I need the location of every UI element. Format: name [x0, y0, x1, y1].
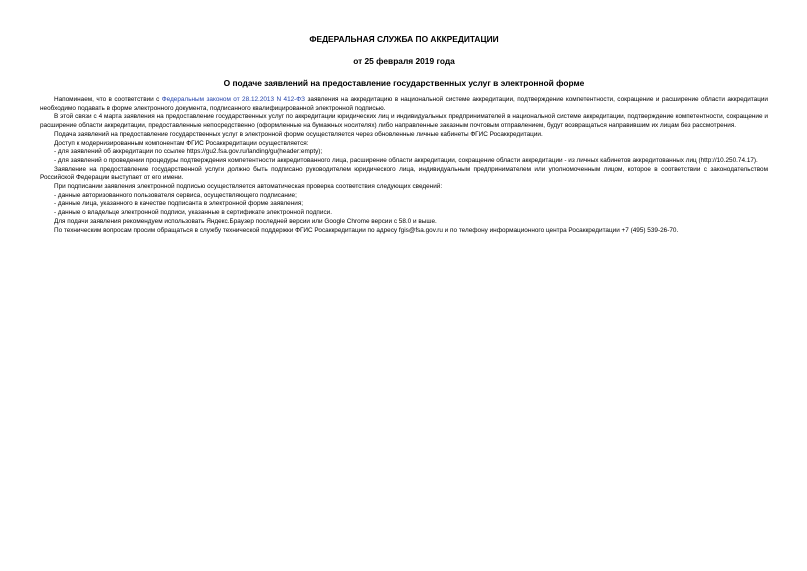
document-page [40, 34, 768, 235]
list-item: - для заявлений об аккредитации по ссылке https://gu2.fsa.gov.ru/landing/gu(header:empty); [54, 148, 323, 156]
list-item: - для заявлений о проведении процедуры подтверждения компетентности аккредитованного лица, расширение области аккредитации, сокращение области аккредитации - из личных кабинетов аккредитованных лиц (http://10.250.74.17). [54, 156, 758, 164]
agency-heading: ФЕДЕРАЛЬНАЯ СЛУЖБА ПО АККРЕДИТАЦИИ [309, 34, 499, 44]
document-title: О подаче заявлений на предоставление государственных услуг в электронной форме [223, 78, 585, 88]
list-item: - данные авторизованного пользователя сервиса, осуществляющего подписание; [54, 191, 297, 199]
list-item: - данные о владельце электронной подписи, указанные в сертификате электронной подписи. [54, 209, 333, 217]
paragraph: Заявление на предоставление государственной услуги должно быть подписано руководителем юридического лица, индивидуальным предпринимателем или уполномоченным лицом, которое в соответствии с законодательством Российской Федерации выступает от его имени. [40, 165, 768, 182]
paragraph: Для подачи заявления рекомендуем использовать Яндекс.Браузер последней версии или Google Chrome версии с 58.0 и выше. [54, 217, 437, 225]
document-date: от 25 февраля 2019 года [353, 56, 455, 66]
document-body [40, 96, 768, 235]
paragraph-law-reference [40, 96, 768, 113]
paragraph-text: Напоминаем, что в соответствии с [54, 96, 162, 103]
paragraph: Подача заявлений на предоставление государственных услуг в электронной форме осуществляется через обновленные личные кабинеты ФГИС Росаккредитации. [54, 130, 543, 138]
paragraph: По техническим вопросам просим обращаться в службу технической поддержки ФГИС Росаккредитации по адресу fgis@fsa.gov.ru и по телефону информационного центра Росаккредитации +7 (495) 539-26-70. [54, 226, 679, 234]
law-link[interactable]: Федеральным законом от 28.12.2013 N 412-ФЗ [161, 96, 306, 103]
list-item: - данные лица, указанного в качестве подписанта в электронной форме заявления; [54, 200, 304, 208]
paragraph: При подписании заявления электронной подписью осуществляется автоматическая проверка соответствия следующих сведений: [54, 183, 443, 191]
paragraph: Доступ к модернизированным компонентам ФГИС Росаккредитации осуществляется: [54, 139, 309, 147]
paragraph-text: заявления на аккредитацию в национальной системе аккредитации, подтверждение компетентности, сокращение и расширение области аккредитации необходимо подавать в форме электронного документа, подписанного квалифицированной электронной подписью. [40, 96, 769, 112]
paragraph: В этой связи с 4 марта заявления на предоставление государственных услуг по аккредитации юридических лиц и индивидуальных предпринимателей в национальной системе аккредитации, подтверждение компетентности, сокращение и расширение области аккредитации, предоставленные непосредственно (оформленные на бумажных носителях) либо направленные заказным почтовым отправлением, будут возвращаться направившим их лицам без рассмотрения. [40, 113, 768, 130]
